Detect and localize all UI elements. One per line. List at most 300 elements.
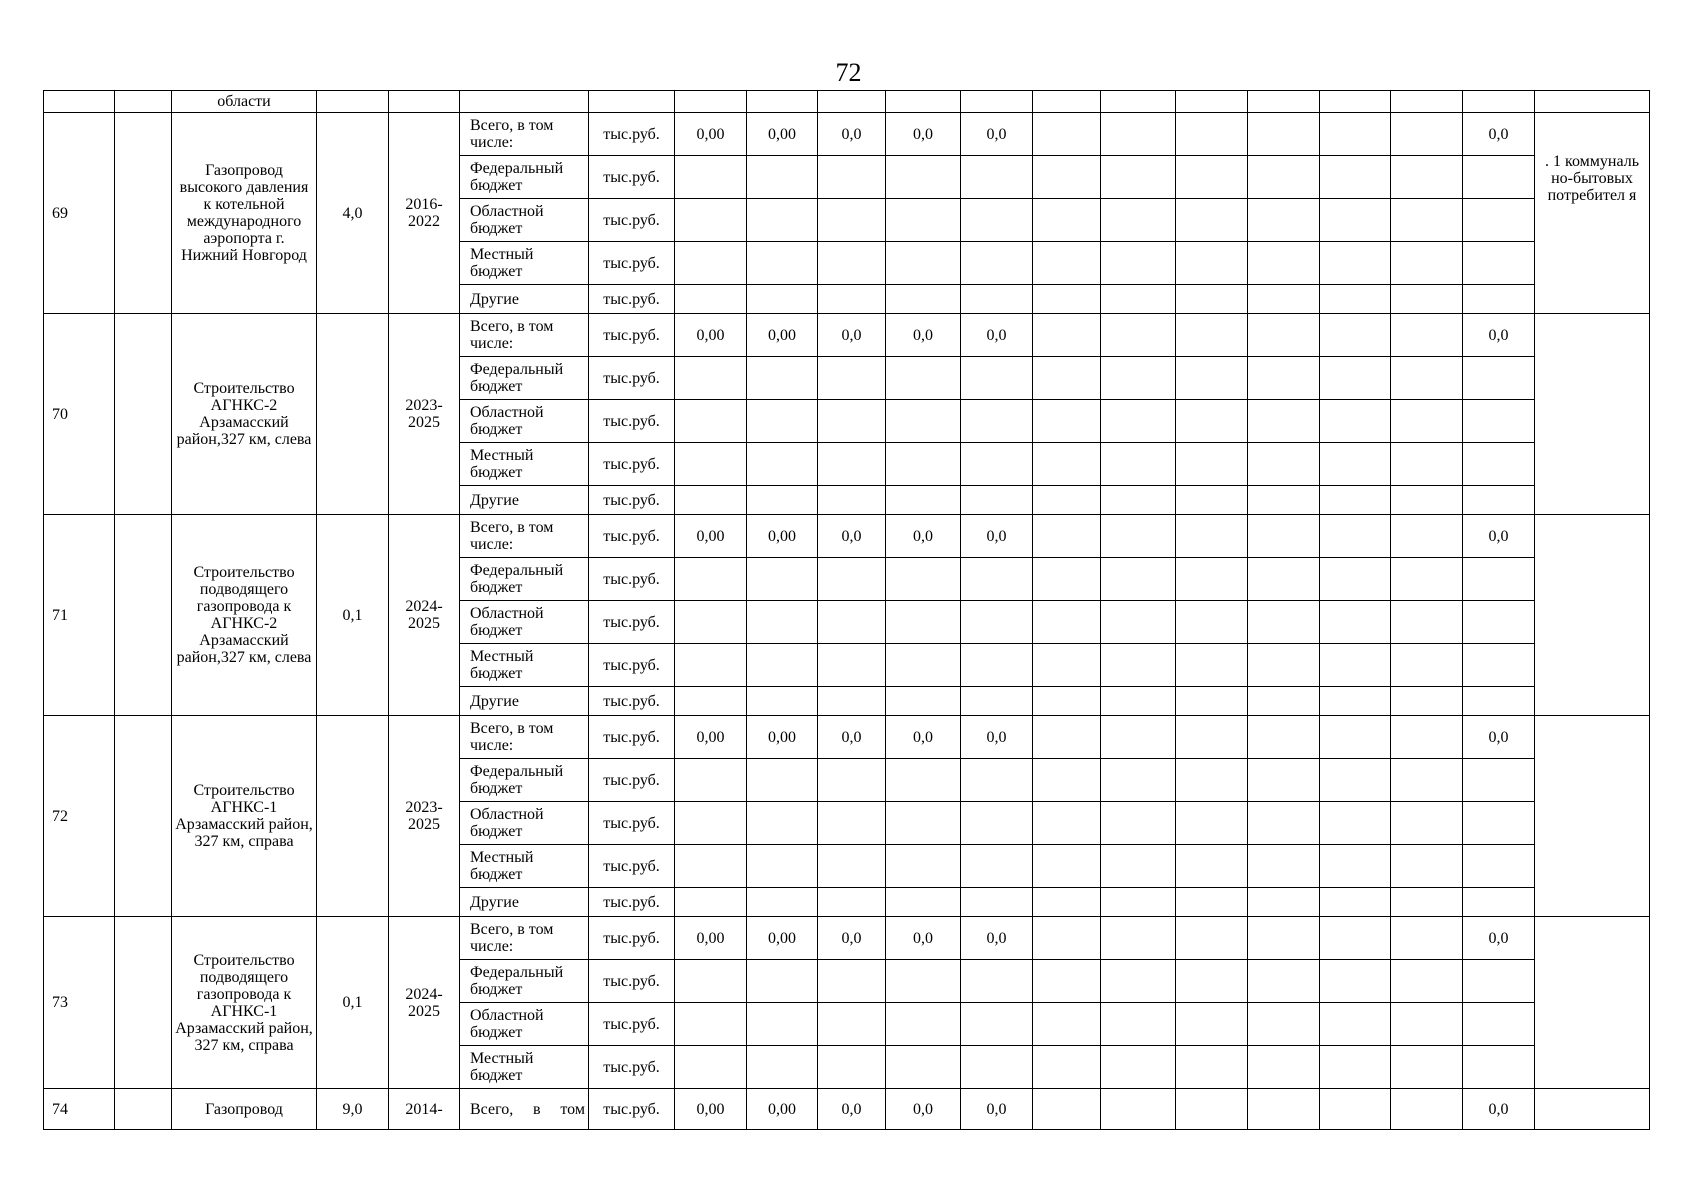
value-cell: 0,0 [886,113,961,156]
unit-cell: тыс.руб. [589,400,675,443]
empty-cell [1248,601,1320,644]
empty-cell [1248,486,1320,515]
funding-source: Местный бюджет [460,242,589,285]
empty-cell [1176,242,1248,285]
empty-cell [1320,1089,1391,1130]
empty-cell [1033,400,1101,443]
empty-cell [1176,314,1248,357]
value-cell [747,558,818,601]
unit-cell: тыс.руб. [589,845,675,888]
value-cell [961,802,1033,845]
value-cell [886,400,961,443]
funding-source: Местный бюджет [460,443,589,486]
project-note [1535,1089,1650,1130]
total-cell [1463,285,1535,314]
value-cell [886,285,961,314]
empty-cell [1033,515,1101,558]
value-cell [961,1046,1033,1089]
project-period: 2024-2025 [389,917,460,1089]
empty-cell [1033,917,1101,960]
funding-source: Всего, в том числе: [460,515,589,558]
value-cell [961,845,1033,888]
unit-cell: тыс.руб. [589,199,675,242]
empty-cell [1101,515,1176,558]
value-cell [747,486,818,515]
value-cell: 0,0 [961,917,1033,960]
unit-cell: тыс.руб. [589,1046,675,1089]
value-cell [675,644,747,687]
total-cell [1463,888,1535,917]
value-cell: 0,0 [886,1089,961,1130]
empty-cell [1320,687,1391,716]
project-name: Строительство подводящего газопровода к АГНКС-1 Арзамасский район, 327 км, справа [172,917,317,1089]
project-code [115,917,172,1089]
unit-cell: тыс.руб. [589,960,675,1003]
project-note [1535,716,1650,917]
empty-cell [1176,113,1248,156]
value-cell [961,400,1033,443]
empty-cell [1320,400,1391,443]
total-cell [1463,687,1535,716]
value-cell: 0,00 [675,314,747,357]
funding-source: Областной бюджет [460,199,589,242]
empty-cell [1248,400,1320,443]
empty-cell [1101,357,1176,400]
empty-cell [1391,156,1463,199]
empty-cell [1033,443,1101,486]
project-code [115,716,172,917]
value-cell [675,400,747,443]
unit-cell: тыс.руб. [589,888,675,917]
value-cell [886,802,961,845]
unit-cell: тыс.руб. [589,314,675,357]
empty-cell [1248,716,1320,759]
value-cell: 0,00 [747,1089,818,1130]
unit-cell: тыс.руб. [589,917,675,960]
empty-cell [1391,515,1463,558]
value-cell [747,357,818,400]
empty-cell [1391,759,1463,802]
empty-cell [1101,156,1176,199]
empty-cell [1101,960,1176,1003]
project-period: 2024-2025 [389,515,460,716]
value-cell [747,960,818,1003]
project-number: 70 [44,314,115,515]
value-cell: 0,0 [818,1089,886,1130]
empty-cell [1391,601,1463,644]
table-row [44,917,1650,960]
unit-cell: тыс.руб. [589,156,675,199]
value-cell [886,644,961,687]
empty-cell [1248,759,1320,802]
empty-cell [1033,716,1101,759]
table-row [44,314,1650,357]
empty-cell [1320,314,1391,357]
empty-cell [1033,888,1101,917]
value-cell [818,357,886,400]
empty-cell [1176,199,1248,242]
empty-cell [1248,558,1320,601]
empty-cell [1176,845,1248,888]
total-cell [1463,802,1535,845]
value-cell [886,1046,961,1089]
value-cell [747,644,818,687]
cell-empty [1101,91,1176,113]
empty-cell [1101,400,1176,443]
empty-cell [1320,845,1391,888]
funding-source: Другие [460,687,589,716]
value-cell [675,601,747,644]
value-cell [818,443,886,486]
funding-source: Областной бюджет [460,601,589,644]
unit-cell: тыс.руб. [589,486,675,515]
value-cell [675,1046,747,1089]
empty-cell [1320,285,1391,314]
funding-source: Всего, в том [460,1089,589,1130]
project-note [1535,515,1650,716]
unit-cell: тыс.руб. [589,558,675,601]
total-cell: 0,0 [1463,314,1535,357]
unit-cell: тыс.руб. [589,1003,675,1046]
funding-source: Федеральный бюджет [460,558,589,601]
empty-cell [1320,1046,1391,1089]
value-cell [675,888,747,917]
value-cell [818,687,886,716]
unit-cell: тыс.руб. [589,443,675,486]
empty-cell [1248,644,1320,687]
empty-cell [1320,515,1391,558]
empty-cell [1176,716,1248,759]
value-cell [961,759,1033,802]
value-cell: 0,00 [747,716,818,759]
value-cell [818,558,886,601]
funding-source: Другие [460,888,589,917]
project-code [115,515,172,716]
value-cell: 0,0 [961,113,1033,156]
total-cell [1463,357,1535,400]
empty-cell [1101,687,1176,716]
empty-cell [1101,644,1176,687]
empty-cell [1391,960,1463,1003]
empty-cell [1033,285,1101,314]
table-body [44,91,1650,1130]
value-cell [747,888,818,917]
unit-cell: тыс.руб. [589,644,675,687]
value-cell: 0,0 [886,314,961,357]
value-cell [675,486,747,515]
value-cell: 0,0 [961,716,1033,759]
project-number: 69 [44,113,115,314]
funding-source: Всего, в том числе: [460,716,589,759]
empty-cell [1248,285,1320,314]
value-cell [675,285,747,314]
empty-cell [1391,1046,1463,1089]
total-cell [1463,242,1535,285]
value-cell: 0,0 [886,917,961,960]
empty-cell [1101,443,1176,486]
empty-cell [1101,242,1176,285]
value-cell [818,802,886,845]
value-cell [747,1046,818,1089]
value-cell [961,960,1033,1003]
funding-source: Федеральный бюджет [460,759,589,802]
project-note: . 1 коммуналь но-бытовых потребител я [1535,113,1650,314]
empty-cell [1320,156,1391,199]
total-cell [1463,558,1535,601]
empty-cell [1101,845,1176,888]
empty-cell [1176,601,1248,644]
empty-cell [1391,644,1463,687]
value-cell [675,802,747,845]
value-cell [675,558,747,601]
value-cell [961,285,1033,314]
project-code [115,1089,172,1130]
empty-cell [1391,845,1463,888]
empty-cell [1320,242,1391,285]
empty-cell [1320,716,1391,759]
cell-empty [1391,91,1463,113]
cell-empty [1320,91,1391,113]
project-name: Газопровод [172,1089,317,1130]
empty-cell [1176,960,1248,1003]
empty-cell [1033,113,1101,156]
project-length: 9,0 [317,1089,389,1130]
unit-cell: тыс.руб. [589,515,675,558]
empty-cell [1176,759,1248,802]
empty-cell [1101,1003,1176,1046]
value-cell: 0,0 [961,1089,1033,1130]
empty-cell [1248,1089,1320,1130]
empty-cell [1101,888,1176,917]
total-cell [1463,644,1535,687]
value-cell [961,486,1033,515]
value-cell [675,156,747,199]
cell-empty [675,91,747,113]
empty-cell [1248,802,1320,845]
project-period: 2016-2022 [389,113,460,314]
funding-source: Всего, в том числе: [460,314,589,357]
empty-cell [1320,917,1391,960]
total-cell [1463,601,1535,644]
empty-cell [1176,156,1248,199]
value-cell: 0,0 [818,716,886,759]
value-cell [675,759,747,802]
cell-empty [1463,91,1535,113]
unit-cell: тыс.руб. [589,802,675,845]
value-cell [747,156,818,199]
value-cell [886,845,961,888]
empty-cell [1248,960,1320,1003]
value-cell [886,687,961,716]
funding-source: Федеральный бюджет [460,960,589,1003]
project-code [115,113,172,314]
unit-cell: тыс.руб. [589,601,675,644]
empty-cell [1320,888,1391,917]
project-length [317,314,389,515]
total-cell: 0,0 [1463,515,1535,558]
cell-empty [961,91,1033,113]
empty-cell [1391,486,1463,515]
empty-cell [1391,802,1463,845]
cell-empty [460,91,589,113]
value-cell [886,888,961,917]
funding-source: Областной бюджет [460,802,589,845]
value-cell [675,443,747,486]
empty-cell [1101,314,1176,357]
empty-cell [1176,1046,1248,1089]
total-cell [1463,486,1535,515]
total-cell [1463,1046,1535,1089]
value-cell [886,960,961,1003]
cell-name-tail: области [172,91,317,113]
unit-cell: тыс.руб. [589,716,675,759]
empty-cell [1320,601,1391,644]
value-cell [747,443,818,486]
empty-cell [1033,687,1101,716]
empty-cell [1391,1003,1463,1046]
empty-cell [1033,199,1101,242]
empty-cell [1176,917,1248,960]
empty-cell [1101,802,1176,845]
empty-cell [1101,716,1176,759]
empty-cell [1101,917,1176,960]
total-cell: 0,0 [1463,716,1535,759]
funding-source: Федеральный бюджет [460,357,589,400]
value-cell [818,888,886,917]
value-cell: 0,0 [961,314,1033,357]
empty-cell [1320,199,1391,242]
empty-cell [1033,601,1101,644]
value-cell [961,242,1033,285]
empty-cell [1033,960,1101,1003]
value-cell: 0,00 [675,113,747,156]
empty-cell [1033,486,1101,515]
value-cell: 0,00 [747,515,818,558]
value-cell [961,644,1033,687]
empty-cell [1176,1003,1248,1046]
empty-cell [1248,515,1320,558]
empty-cell [1248,357,1320,400]
empty-cell [1248,1003,1320,1046]
value-cell [675,960,747,1003]
empty-cell [1176,486,1248,515]
value-cell: 0,00 [747,917,818,960]
value-cell [961,1003,1033,1046]
value-cell [747,601,818,644]
value-cell [886,601,961,644]
table-row [44,716,1650,759]
empty-cell [1391,716,1463,759]
empty-cell [1033,558,1101,601]
empty-cell [1391,285,1463,314]
cell-empty [589,91,675,113]
project-number: 73 [44,917,115,1089]
value-cell: 0,00 [747,314,818,357]
empty-cell [1033,1046,1101,1089]
empty-cell [1101,199,1176,242]
value-cell [675,199,747,242]
cell-empty [1033,91,1101,113]
value-cell [675,1003,747,1046]
unit-cell: тыс.руб. [589,1089,675,1130]
value-cell [886,1003,961,1046]
value-cell [747,687,818,716]
empty-cell [1320,357,1391,400]
total-cell [1463,400,1535,443]
empty-cell [1248,687,1320,716]
project-code [115,314,172,515]
empty-cell [1101,1089,1176,1130]
table-row-continuation [44,91,1650,113]
empty-cell [1248,888,1320,917]
value-cell: 0,00 [675,1089,747,1130]
value-cell [886,486,961,515]
value-cell: 0,0 [886,716,961,759]
cell-empty [886,91,961,113]
empty-cell [1391,443,1463,486]
empty-cell [1176,443,1248,486]
cell-empty [317,91,389,113]
value-cell [675,687,747,716]
total-cell [1463,1003,1535,1046]
empty-cell [1320,113,1391,156]
value-cell [818,199,886,242]
empty-cell [1320,802,1391,845]
empty-cell [1033,357,1101,400]
value-cell: 0,0 [818,917,886,960]
cell-code [115,91,172,113]
value-cell [961,687,1033,716]
funding-source: Всего, в том числе: [460,113,589,156]
value-cell [747,1003,818,1046]
empty-cell [1248,156,1320,199]
empty-cell [1320,960,1391,1003]
value-cell [747,759,818,802]
empty-cell [1248,917,1320,960]
value-cell [747,199,818,242]
table-row [44,1089,1650,1130]
project-number: 71 [44,515,115,716]
empty-cell [1391,917,1463,960]
funding-source: Другие [460,486,589,515]
empty-cell [1391,314,1463,357]
total-cell [1463,960,1535,1003]
value-cell: 0,0 [818,314,886,357]
value-cell: 0,00 [675,716,747,759]
empty-cell [1176,558,1248,601]
funding-source: Федеральный бюджет [460,156,589,199]
project-length: 0,1 [317,917,389,1089]
empty-cell [1176,285,1248,314]
value-cell [818,1003,886,1046]
cell-empty [1535,91,1650,113]
funding-source: Местный бюджет [460,644,589,687]
empty-cell [1248,199,1320,242]
value-cell [961,156,1033,199]
cell-empty [1176,91,1248,113]
project-period: 2014- [389,1089,460,1130]
unit-cell: тыс.руб. [589,242,675,285]
total-cell: 0,0 [1463,917,1535,960]
project-name: Строительство подводящего газопровода к АГНКС-2 Арзамасский район,327 км, слева [172,515,317,716]
empty-cell [1248,443,1320,486]
page-number: 72 [835,58,862,87]
project-name: Газопровод высокого давления к котельной международного аэропорта г. Нижний Новгород [172,113,317,314]
empty-cell [1391,687,1463,716]
value-cell [961,357,1033,400]
value-cell: 0,0 [961,515,1033,558]
total-cell [1463,443,1535,486]
